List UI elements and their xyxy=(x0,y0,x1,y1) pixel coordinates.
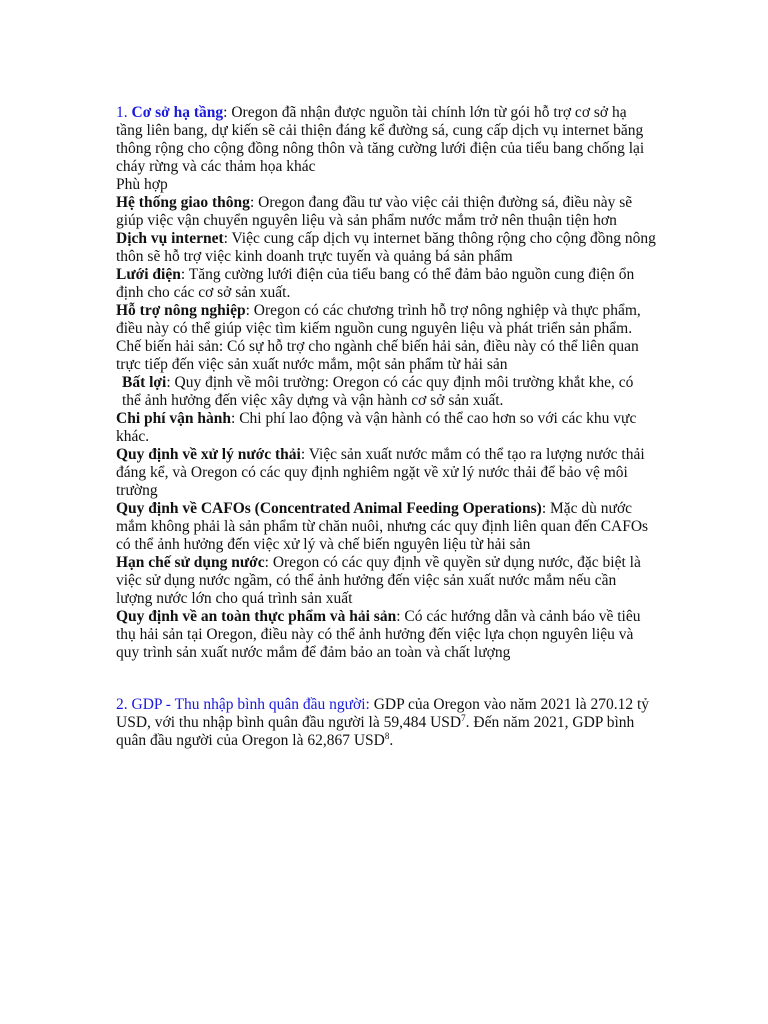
item-term: Hạn chế sử dụng nước xyxy=(116,554,265,571)
disadvantage xyxy=(116,374,656,410)
item-term: Dịch vụ internet xyxy=(116,230,224,247)
seafood-processing: Chế biến hải sản: Có sự hỗ trợ cho ngành chế biến hải sản, điều này có thể liên quan trực tiếp đến việc sản xuất nước mắm, một sản phẩm từ hải sản xyxy=(116,338,639,373)
footnote-ref-8[interactable]: 8 xyxy=(384,730,390,741)
item-text: : Tăng cường lưới điện của tiểu bang có thể đảm bảo nguồn cung điện ổn định cho các cơ sở sản xuất. xyxy=(116,266,635,301)
item-term: Hỗ trợ nông nghiệp xyxy=(116,302,246,319)
section1-heading: Cơ sở hạ tầng xyxy=(131,104,224,121)
section1-intro-text: : Oregon đã nhận được nguồn tài chính lớn từ gói hỗ trợ cơ sở hạ tầng liên bang, dự kiến sẽ cải thiện đáng kể đường sá, cung cấp dịch vụ internet băng thông rộng cho cộng đồng nông thôn và tăng cường lưới điện của tiểu bang chống lại cháy rừng và các thảm họa khác xyxy=(116,104,645,175)
section2-number: 2. xyxy=(116,696,132,713)
item-text: : Chi phí lao động và vận hành có thể cao hơn so với các khu vực khác. xyxy=(116,410,637,445)
item-internet xyxy=(116,230,656,266)
item-term: Quy định về an toàn thực phẩm và hải sản xyxy=(116,608,397,625)
document-page xyxy=(116,104,656,750)
item-wastewater xyxy=(116,446,656,500)
item-agriculture xyxy=(116,302,656,338)
footnote-ref-7[interactable]: 7 xyxy=(461,712,466,723)
disadvantage-text: : Quy định về môi trường: Oregon có các quy định môi trường khắt khe, có thể ảnh hưởng đến việc xây dựng và vận hành cơ sở sản xuất. xyxy=(122,374,634,409)
item-text: : Có các hướng dẫn và cảnh báo về tiêu thụ hải sản tại Oregon, điều này có thể ảnh hưởng đến việc lựa chọn nguyên liệu và quy trình sản xuất nước mắm để đảm bảo an toàn và chất lượng xyxy=(116,608,641,661)
item-term: Hệ thống giao thông xyxy=(116,194,250,211)
item-term: Lưới điện xyxy=(116,266,181,283)
item-term: Chi phí vận hành xyxy=(116,410,232,427)
section2-text-c: . xyxy=(389,732,394,749)
item-operating-cost xyxy=(116,410,656,446)
item-food-safety xyxy=(116,608,656,662)
item-cafos xyxy=(116,500,656,554)
item-term: Quy định về CAFOs (Concentrated Animal Feeding Operations) xyxy=(116,500,542,517)
suitable-label: Phù hợp xyxy=(116,176,168,193)
item-term: Quy định về xử lý nước thải xyxy=(116,446,301,463)
section1-number: 1. xyxy=(116,104,132,121)
section-gap xyxy=(116,662,656,696)
item-text: : Việc sản xuất nước mắm có thể tạo ra lượng nước thải đáng kể, và Oregon có các quy định nghiêm ngặt về xử lý nước thải để bảo vệ môi trường xyxy=(116,446,645,499)
item-transport xyxy=(116,194,656,230)
item-water-use xyxy=(116,554,656,608)
item-text: : Oregon có các chương trình hỗ trợ nông nghiệp và thực phẩm, điều này có thể giúp việc tìm kiếm nguồn cung nguyên liệu và phát triển sản phẩm. xyxy=(116,302,641,337)
section2-text-b: . Đến năm 2021, GDP bình quân đầu người của Oregon là 62,867 USD xyxy=(116,714,635,749)
section2-text-a: GDP của Oregon vào năm 2021 là 270.12 tỷ USD, với thu nhập bình quân đầu người là 59,484 USD xyxy=(116,696,650,731)
item-text: : Oregon đang đầu tư vào việc cải thiện đường sá, điều này sẽ giúp việc vận chuyển nguyên liệu và sản phẩm nước mắm trở nên thuận tiện hơn xyxy=(116,194,633,229)
item-text: : Oregon có các quy định về quyền sử dụng nước, đặc biệt là việc sử dụng nước ngầm, có thể ảnh hưởng đến việc sản xuất nước mắm nếu cần lượng nước lớn cho quá trình sản xuất xyxy=(116,554,641,607)
section1-intro xyxy=(116,104,656,176)
item-power-grid xyxy=(116,266,656,302)
section2-heading: GDP - Thu nhập bình quân đầu người: xyxy=(131,696,370,713)
disadvantage-term: Bất lợi xyxy=(122,374,167,391)
item-text: : Việc cung cấp dịch vụ internet băng thông rộng cho cộng đồng nông thôn sẽ hỗ trợ việc kinh doanh trực tuyến và quảng bá sản phẩm xyxy=(116,230,656,265)
item-text: : Mặc dù nước mắm không phải là sản phẩm từ chăn nuôi, nhưng các quy định liên quan đến CAFOs có thể ảnh hưởng đến việc xử lý và chế biến nguyên liệu từ hải sản xyxy=(116,500,649,553)
section2-gdp xyxy=(116,696,656,750)
